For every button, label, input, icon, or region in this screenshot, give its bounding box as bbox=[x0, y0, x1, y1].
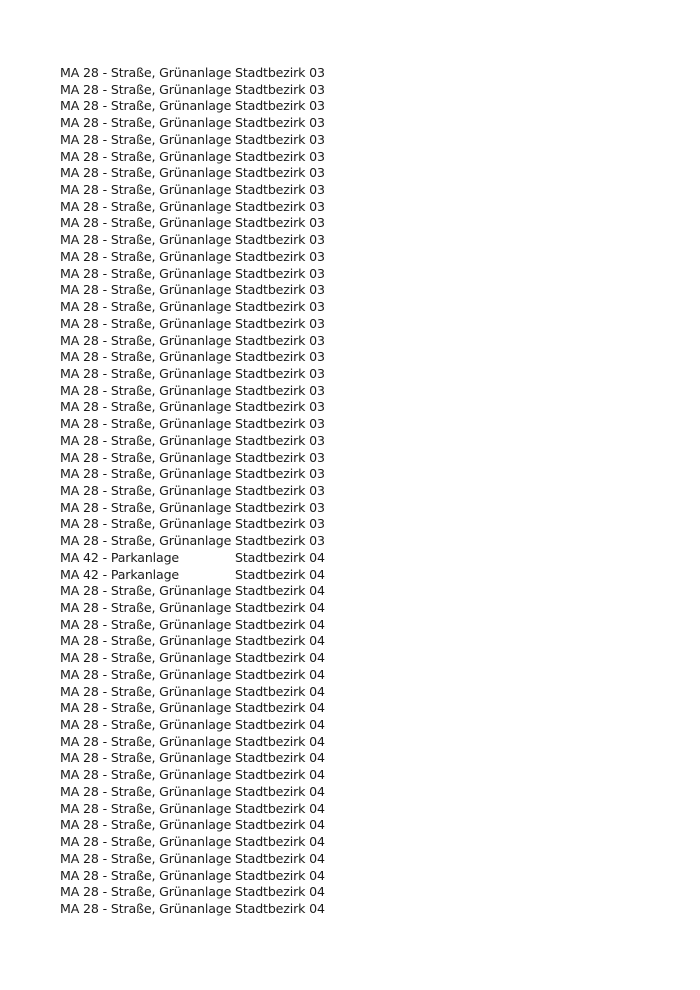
list-item bbox=[60, 433, 325, 450]
department-cell: MA 28 - Straße, Grünanlage bbox=[60, 817, 232, 833]
district-cell: Stadtbezirk 04 bbox=[235, 600, 325, 615]
list-item bbox=[60, 700, 325, 717]
district-cell: Stadtbezirk 04 bbox=[235, 666, 325, 682]
list-item bbox=[60, 533, 325, 550]
list-item bbox=[60, 550, 325, 567]
list-item bbox=[60, 282, 325, 299]
department-cell: MA 28 - Straße, Grünanlage bbox=[60, 616, 232, 632]
district-cell: Stadtbezirk 03 bbox=[235, 299, 325, 315]
department-cell: MA 28 - Straße, Grünanlage bbox=[60, 666, 232, 682]
department-cell: MA 28 - Straße, Grünanlage bbox=[60, 182, 232, 198]
department-cell: MA 28 - Straße, Grünanlage bbox=[60, 65, 232, 80]
department-cell: MA 28 - Straße, Grünanlage bbox=[60, 850, 232, 866]
district-cell: Stadtbezirk 03 bbox=[235, 198, 325, 214]
list-item bbox=[60, 115, 325, 132]
list-item bbox=[60, 767, 325, 784]
department-cell: MA 28 - Straße, Grünanlage bbox=[60, 717, 232, 733]
district-cell: Stadtbezirk 03 bbox=[235, 432, 325, 448]
district-cell: Stadtbezirk 03 bbox=[235, 516, 325, 532]
district-cell: Stadtbezirk 03 bbox=[235, 215, 325, 231]
department-cell: MA 28 - Straße, Grünanlage bbox=[60, 232, 232, 248]
department-cell: MA 28 - Straße, Grünanlage bbox=[60, 633, 232, 649]
department-cell: MA 28 - Straße, Grünanlage bbox=[60, 482, 232, 498]
list-item bbox=[60, 316, 325, 333]
district-cell: Stadtbezirk 03 bbox=[235, 165, 325, 181]
list-item bbox=[60, 182, 325, 199]
district-cell: Stadtbezirk 03 bbox=[235, 365, 325, 381]
district-cell: Stadtbezirk 03 bbox=[235, 482, 325, 498]
list-item bbox=[60, 633, 325, 650]
department-cell: MA 28 - Straße, Grünanlage bbox=[60, 399, 232, 415]
district-cell: Stadtbezirk 04 bbox=[235, 650, 325, 666]
department-cell: MA 28 - Straße, Grünanlage bbox=[60, 834, 232, 850]
department-cell: MA 28 - Straße, Grünanlage bbox=[60, 767, 232, 783]
list-item bbox=[60, 232, 325, 249]
district-cell: Stadtbezirk 03 bbox=[235, 332, 325, 348]
district-cell: Stadtbezirk 04 bbox=[235, 867, 325, 883]
district-cell: Stadtbezirk 04 bbox=[235, 566, 325, 582]
list-item bbox=[60, 149, 325, 166]
list-item bbox=[60, 617, 325, 634]
district-cell: Stadtbezirk 04 bbox=[235, 733, 325, 749]
list-item bbox=[60, 567, 325, 584]
department-cell: MA 28 - Straße, Grünanlage bbox=[60, 349, 232, 365]
district-cell: Stadtbezirk 04 bbox=[235, 750, 325, 766]
department-cell: MA 28 - Straße, Grünanlage bbox=[60, 198, 232, 214]
department-cell: MA 42 - Parkanlage bbox=[60, 549, 180, 565]
district-cell: Stadtbezirk 03 bbox=[235, 349, 325, 365]
district-cell: Stadtbezirk 04 bbox=[235, 800, 325, 816]
district-cell: Stadtbezirk 03 bbox=[235, 115, 325, 131]
list-item bbox=[60, 165, 325, 182]
district-cell: Stadtbezirk 03 bbox=[235, 382, 325, 398]
district-cell: Stadtbezirk 04 bbox=[235, 683, 325, 699]
district-cell: Stadtbezirk 03 bbox=[235, 65, 325, 80]
department-cell: MA 28 - Straße, Grünanlage bbox=[60, 115, 232, 131]
list-item bbox=[60, 583, 325, 600]
department-cell: MA 28 - Straße, Grünanlage bbox=[60, 215, 232, 231]
district-cell: Stadtbezirk 03 bbox=[235, 499, 325, 515]
department-cell: MA 28 - Straße, Grünanlage bbox=[60, 449, 232, 465]
department-cell: MA 28 - Straße, Grünanlage bbox=[60, 81, 232, 97]
department-cell: MA 28 - Straße, Grünanlage bbox=[60, 131, 232, 147]
list-item bbox=[60, 817, 325, 834]
department-cell: MA 28 - Straße, Grünanlage bbox=[60, 750, 232, 766]
department-cell: MA 28 - Straße, Grünanlage bbox=[60, 98, 232, 114]
department-cell: MA 28 - Straße, Grünanlage bbox=[60, 148, 232, 164]
district-cell: Stadtbezirk 04 bbox=[235, 616, 325, 632]
department-cell: MA 28 - Straße, Grünanlage bbox=[60, 700, 232, 716]
list-item bbox=[60, 684, 325, 701]
department-cell: MA 28 - Straße, Grünanlage bbox=[60, 365, 232, 381]
list-item bbox=[60, 383, 325, 400]
department-cell: MA 28 - Straße, Grünanlage bbox=[60, 416, 232, 432]
list-item bbox=[60, 215, 325, 232]
district-cell: Stadtbezirk 04 bbox=[235, 783, 325, 799]
list-item bbox=[60, 650, 325, 667]
list-item bbox=[60, 834, 325, 851]
district-cell: Stadtbezirk 03 bbox=[235, 449, 325, 465]
list-item bbox=[60, 98, 325, 115]
department-cell: MA 42 - Parkanlage bbox=[60, 566, 180, 582]
list-item bbox=[60, 868, 325, 885]
district-cell: Stadtbezirk 03 bbox=[235, 399, 325, 415]
department-cell: MA 28 - Straße, Grünanlage bbox=[60, 516, 232, 532]
department-cell: MA 28 - Straße, Grünanlage bbox=[60, 533, 232, 549]
department-cell: MA 28 - Straße, Grünanlage bbox=[60, 432, 232, 448]
department-cell: MA 28 - Straße, Grünanlage bbox=[60, 583, 232, 599]
list-item bbox=[60, 132, 325, 149]
district-cell: Stadtbezirk 03 bbox=[235, 131, 325, 147]
district-cell: Stadtbezirk 03 bbox=[235, 315, 325, 331]
district-cell: Stadtbezirk 04 bbox=[235, 633, 325, 649]
department-cell: MA 28 - Straße, Grünanlage bbox=[60, 900, 232, 916]
list-item bbox=[60, 734, 325, 751]
district-cell: Stadtbezirk 03 bbox=[235, 265, 325, 281]
district-cell: Stadtbezirk 03 bbox=[235, 182, 325, 198]
district-cell: Stadtbezirk 04 bbox=[235, 549, 325, 565]
department-cell: MA 28 - Straße, Grünanlage bbox=[60, 299, 232, 315]
list-item bbox=[60, 901, 325, 918]
list-item bbox=[60, 851, 325, 868]
district-cell: Stadtbezirk 03 bbox=[235, 533, 325, 549]
department-cell: MA 28 - Straße, Grünanlage bbox=[60, 332, 232, 348]
district-cell: Stadtbezirk 03 bbox=[235, 98, 325, 114]
list-item bbox=[60, 399, 325, 416]
list-item bbox=[60, 82, 325, 99]
district-cell: Stadtbezirk 03 bbox=[235, 232, 325, 248]
department-cell: MA 28 - Straße, Grünanlage bbox=[60, 499, 232, 515]
district-cell: Stadtbezirk 03 bbox=[235, 282, 325, 298]
district-cell: Stadtbezirk 04 bbox=[235, 884, 325, 900]
department-cell: MA 28 - Straße, Grünanlage bbox=[60, 733, 232, 749]
list-item bbox=[60, 416, 325, 433]
list-item bbox=[60, 717, 325, 734]
list-item bbox=[60, 333, 325, 350]
department-cell: MA 28 - Straße, Grünanlage bbox=[60, 382, 232, 398]
list-item bbox=[60, 249, 325, 266]
district-cell: Stadtbezirk 04 bbox=[235, 717, 325, 733]
district-cell: Stadtbezirk 03 bbox=[235, 81, 325, 97]
district-cell: Stadtbezirk 04 bbox=[235, 834, 325, 850]
district-cell: Stadtbezirk 04 bbox=[235, 583, 325, 599]
record-list bbox=[60, 65, 325, 918]
list-item bbox=[60, 500, 325, 517]
list-item bbox=[60, 667, 325, 684]
department-cell: MA 28 - Straße, Grünanlage bbox=[60, 265, 232, 281]
list-item bbox=[60, 750, 325, 767]
list-item bbox=[60, 516, 325, 533]
district-cell: Stadtbezirk 04 bbox=[235, 767, 325, 783]
list-item bbox=[60, 65, 325, 82]
district-cell: Stadtbezirk 03 bbox=[235, 416, 325, 432]
department-cell: MA 28 - Straße, Grünanlage bbox=[60, 600, 232, 615]
department-cell: MA 28 - Straße, Grünanlage bbox=[60, 165, 232, 181]
list-item bbox=[60, 366, 325, 383]
department-cell: MA 28 - Straße, Grünanlage bbox=[60, 867, 232, 883]
list-item bbox=[60, 784, 325, 801]
department-cell: MA 28 - Straße, Grünanlage bbox=[60, 315, 232, 331]
department-cell: MA 28 - Straße, Grünanlage bbox=[60, 884, 232, 900]
department-cell: MA 28 - Straße, Grünanlage bbox=[60, 783, 232, 799]
district-cell: Stadtbezirk 04 bbox=[235, 900, 325, 916]
district-cell: Stadtbezirk 03 bbox=[235, 248, 325, 264]
list-item bbox=[60, 483, 325, 500]
department-cell: MA 28 - Straße, Grünanlage bbox=[60, 466, 232, 482]
district-cell: Stadtbezirk 04 bbox=[235, 850, 325, 866]
department-cell: MA 28 - Straße, Grünanlage bbox=[60, 282, 232, 298]
list-item bbox=[60, 349, 325, 366]
district-cell: Stadtbezirk 03 bbox=[235, 148, 325, 164]
department-cell: MA 28 - Straße, Grünanlage bbox=[60, 650, 232, 666]
district-cell: Stadtbezirk 04 bbox=[235, 817, 325, 833]
list-item bbox=[60, 884, 325, 901]
list-item bbox=[60, 199, 325, 216]
district-cell: Stadtbezirk 03 bbox=[235, 466, 325, 482]
list-item bbox=[60, 600, 325, 617]
list-item bbox=[60, 801, 325, 818]
district-cell: Stadtbezirk 04 bbox=[235, 700, 325, 716]
department-cell: MA 28 - Straße, Grünanlage bbox=[60, 683, 232, 699]
list-item bbox=[60, 466, 325, 483]
list-item bbox=[60, 450, 325, 467]
list-item bbox=[60, 299, 325, 316]
list-item bbox=[60, 266, 325, 283]
department-cell: MA 28 - Straße, Grünanlage bbox=[60, 800, 232, 816]
department-cell: MA 28 - Straße, Grünanlage bbox=[60, 248, 232, 264]
